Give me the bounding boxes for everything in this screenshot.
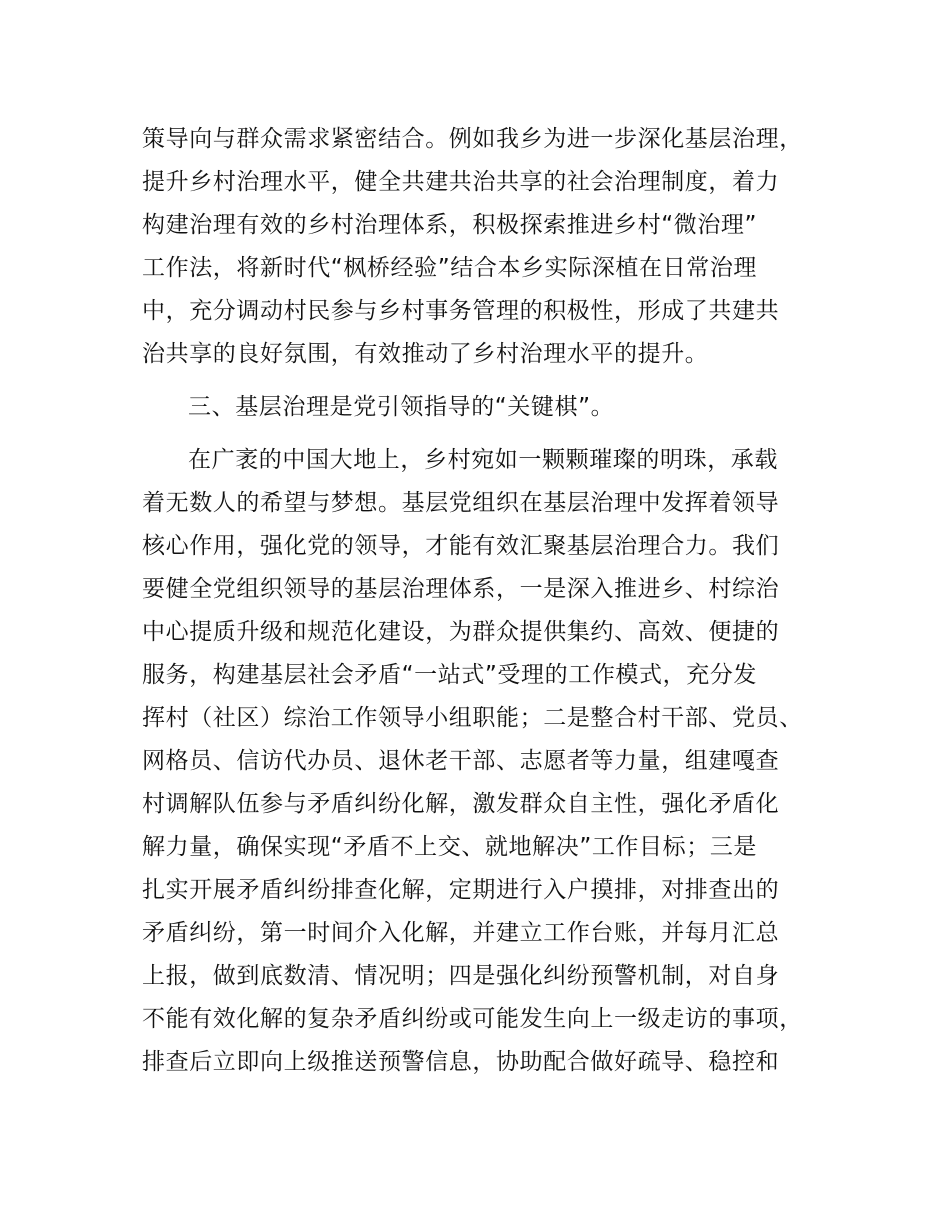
text-line: 排查后立即向上级推送预警信息，协助配合做好疏导、稳控和 [142, 1049, 780, 1075]
text-line: 网格员、信访代办员、退休老干部、志愿者等力量，组建嘎查 [142, 748, 780, 774]
section-heading: 三、基层治理是党引领指导的“关键棋”。 [188, 394, 615, 420]
text-line: 矛盾纠纷，第一时间介入化解，并建立工作台账，并每月汇总 [142, 920, 780, 946]
text-line: 要健全党组织领导的基层治理体系，一是深入推进乡、村综治 [142, 576, 780, 602]
paragraph-first-line: 在广袤的中国大地上，乡村宛如一颗颗璀璨的明珠，承载 [188, 447, 778, 473]
text-line: 解力量，确保实现“矛盾不上交、就地解决”工作目标；三是 [142, 834, 758, 860]
text-line: 治共享的良好氛围，有效推动了乡村治理水平的提升。 [142, 341, 709, 367]
text-line: 不能有效化解的复杂矛盾纠纷或可能发生向上一级走访的事项， [142, 1006, 803, 1032]
text-line: 着无数人的希望与梦想。基层党组织在基层治理中发挥着领导 [142, 490, 780, 516]
text-line: 挥村（社区）综治工作领导小组职能；二是整合村干部、党员、 [142, 705, 803, 731]
text-line: 中心提质升级和规范化建设，为群众提供集约、高效、便捷的 [142, 619, 780, 645]
text-line: 中，充分调动村民参与乡村事务管理的积极性，形成了共建共 [142, 298, 780, 324]
text-line: 核心作用，强化党的领导，才能有效汇聚基层治理合力。我们 [142, 533, 780, 559]
text-line: 服务，构建基层社会矛盾“一站式”受理的工作模式，充分发 [142, 662, 758, 688]
text-line: 扎实开展矛盾纠纷排查化解，定期进行入户摸排，对排查出的 [142, 877, 780, 903]
text-line: 村调解队伍参与矛盾纠纷化解，激发群众自主性，强化矛盾化 [142, 791, 780, 817]
text-line: 策导向与群众需求紧密结合。例如我乡为进一步深化基层治理， [142, 126, 803, 152]
text-line: 构建治理有效的乡村治理体系，积极探索推进乡村“微治理” [142, 212, 758, 238]
text-line: 上报，做到底数清、情况明；四是强化纠纷预警机制，对自身 [142, 963, 780, 989]
text-line: 提升乡村治理水平，健全共建共治共享的社会治理制度，着力 [142, 169, 780, 195]
text-line: 工作法，将新时代“枫桥经验”结合本乡实际深植在日常治理 [142, 255, 758, 281]
